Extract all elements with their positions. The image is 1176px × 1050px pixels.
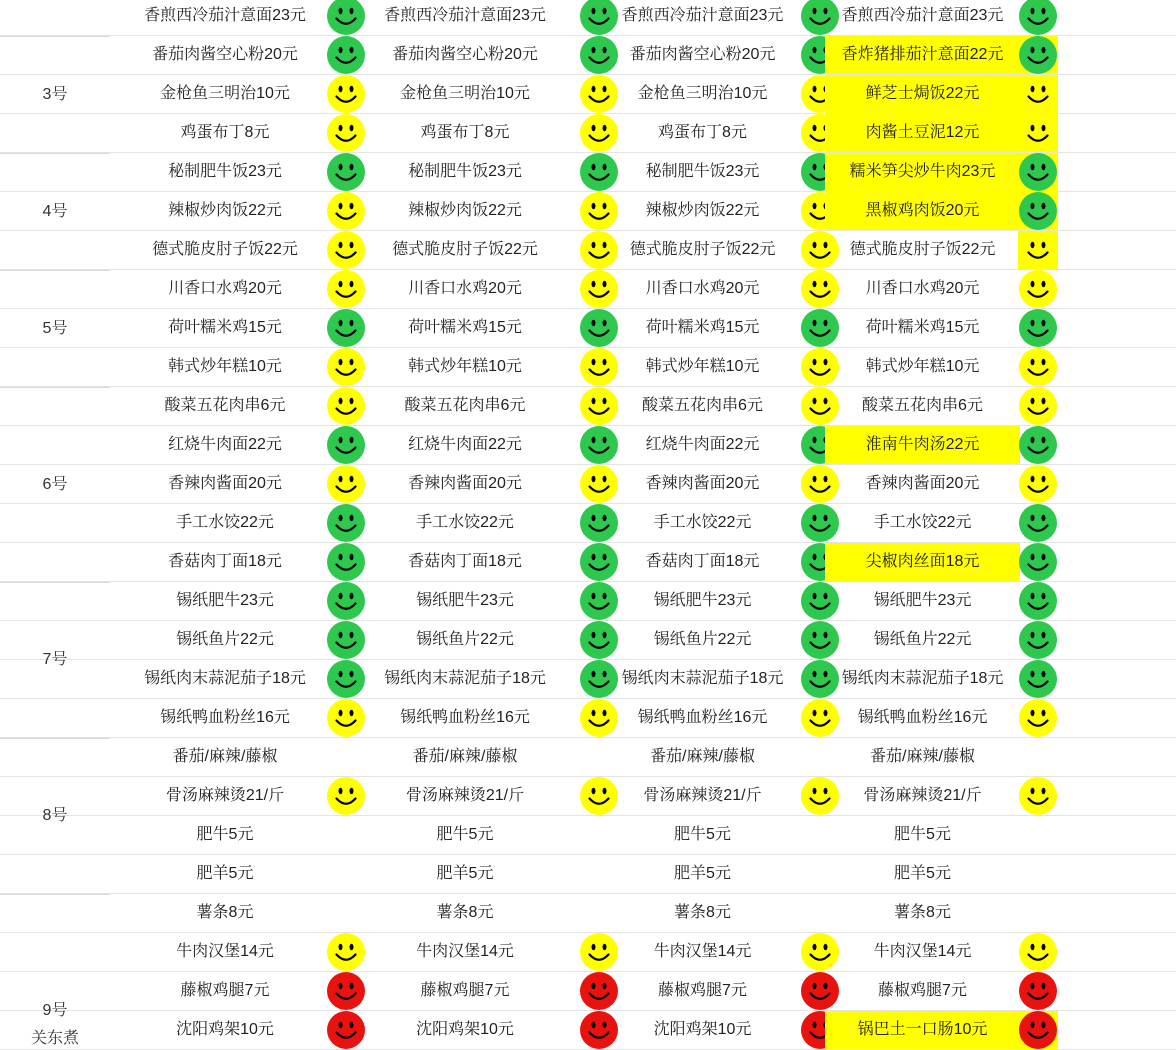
menu-item-col-4: 鲜芝士焗饭22元 [825,75,1020,113]
smiley-green-icon [1018,153,1058,191]
menu-item-col-3: 番茄/麻辣/藤椒 [650,748,755,765]
menu-item-col-4: 锡纸鱼片22元 [873,631,972,648]
menu-item-col-3: 锡纸鱼片22元 [653,631,752,648]
menu-item-col-2: 手工水饺22元 [416,514,514,531]
table-row [0,0,1176,36]
menu-item-col-2: 肥羊5元 [436,865,494,882]
menu-item-col-2: 锡纸肉末蒜泥茄子18元 [384,670,546,687]
group-divider [0,270,110,271]
menu-item-col-2: 锡纸肥牛23元 [416,592,514,609]
table-row [0,855,1176,894]
smiley-green-icon [1018,582,1058,620]
menu-item-col-4: 黑椒鸡肉饭20元 [825,192,1020,230]
menu-item-col-2: 红烧牛肉面22元 [408,436,522,453]
menu-item-col-3: 香菇肉丁面18元 [645,553,760,570]
menu-item-col-2: 川香口水鸡20元 [408,280,522,297]
group-label: 7号 [42,651,68,668]
menu-item-col-1: 川香口水鸡20元 [168,280,282,297]
smiley-yellow-icon [1018,387,1058,425]
menu-item-col-2: 骨汤麻辣烫21/斤 [405,787,525,804]
menu-item-col-1: 德式脆皮肘子饭22元 [152,241,298,258]
group-label: 9号 [42,1002,68,1019]
smiley-yellow-icon [1018,465,1058,503]
table-row [0,816,1176,855]
menu-item-col-1: 荷叶糯米鸡15元 [168,319,282,336]
menu-item-col-4: 肉酱土豆泥12元 [825,114,1020,152]
table-row [0,192,1176,231]
table-row [0,660,1176,699]
menu-item-col-1: 锡纸鱼片22元 [176,631,274,648]
menu-item-col-4: 锅巴土一口肠10元 [825,1011,1020,1049]
menu-item-col-1: 骨汤麻辣烫21/斤 [165,787,285,804]
menu-item-col-1: 香菇肉丁面18元 [168,553,282,570]
table-row [0,738,1176,777]
table-row [0,309,1176,348]
table-row [0,231,1176,270]
smiley-green-icon [1018,543,1058,581]
menu-item-col-4: 香炸猪排茄汁意面22元 [825,36,1020,74]
menu-item-col-2: 锡纸鸭血粉丝16元 [400,709,530,726]
table-row [0,387,1176,426]
table-row [0,582,1176,621]
smiley-yellow-icon [1018,75,1058,113]
menu-item-col-3: 鸡蛋布丁8元 [658,124,747,141]
menu-item-col-3: 香煎西冷茄汁意面23元 [621,7,784,24]
smiley-red-icon [1018,1011,1058,1049]
menu-item-col-3: 薯条8元 [674,904,731,921]
menu-item-col-1: 番茄/麻辣/藤椒 [172,748,278,765]
menu-item-col-2: 薯条8元 [436,904,494,921]
menu-item-col-1: 番茄肉酱空心粉20元 [152,46,298,63]
group-label: 5号 [42,319,68,337]
menu-item-col-1: 鸡蛋布丁8元 [180,124,270,141]
table-row [0,153,1176,192]
menu-item-col-4: 尖椒肉丝面18元 [825,543,1020,581]
table-row [0,699,1176,738]
menu-item-col-3: 肥羊5元 [674,865,731,882]
menu-item-col-3: 秘制肥牛饭23元 [645,163,760,180]
table-row [0,933,1176,972]
menu-item-col-2: 牛肉汉堡14元 [416,943,514,960]
menu-item-col-3: 锡纸肥牛23元 [653,592,752,609]
menu-item-col-1: 手工水饺22元 [176,514,274,531]
group-label: 6号 [42,475,68,493]
smiley-green-icon [1018,192,1058,230]
menu-item-col-4: 牛肉汉堡14元 [873,943,972,960]
menu-item-col-4: 手工水饺22元 [873,514,972,531]
smiley-green-icon [1018,660,1058,698]
menu-item-col-3: 荷叶糯米鸡15元 [645,319,760,336]
menu-item-col-2: 香煎西冷茄汁意面23元 [384,7,546,24]
menu-item-col-1: 肥羊5元 [196,865,254,882]
menu-item-col-1: 酸菜五花肉串6元 [164,397,286,414]
menu-item-col-1: 韩式炒年糕10元 [168,358,282,375]
smiley-yellow-icon [1018,348,1058,386]
group-label: 3号 [42,85,68,103]
menu-item-col-4: 肥羊5元 [894,865,951,882]
menu-item-col-3: 手工水饺22元 [653,514,752,531]
smiley-yellow-icon [1018,270,1058,308]
smiley-green-icon [1018,36,1058,74]
menu-item-col-4: 川香口水鸡20元 [865,280,980,297]
menu-item-col-1: 红烧牛肉面22元 [168,436,282,453]
table-row [0,270,1176,309]
menu-item-col-2: 番茄/麻辣/藤椒 [412,748,518,765]
menu-item-col-3: 肥牛5元 [674,826,731,843]
menu-item-col-1: 锡纸鸭血粉丝16元 [160,709,290,726]
menu-item-col-1: 锡纸肉末蒜泥茄子18元 [144,670,306,687]
smiley-yellow-icon [1018,699,1058,737]
table-row [0,543,1176,582]
group-divider [0,582,110,583]
menu-item-col-3: 锡纸肉末蒜泥茄子18元 [621,670,784,687]
menu-item-col-3: 骨汤麻辣烫21/斤 [643,787,762,804]
smiley-yellow-icon [1018,777,1058,815]
menu-item-col-4: 骨汤麻辣烫21/斤 [863,787,982,804]
menu-item-col-2: 酸菜五花肉串6元 [404,397,526,414]
smiley-yellow-icon [1018,231,1058,269]
menu-item-col-1: 薯条8元 [196,904,254,921]
table-row [0,426,1176,465]
menu-item-col-2: 荷叶糯米鸡15元 [408,319,522,336]
table-row [0,465,1176,504]
menu-item-col-4: 荷叶糯米鸡15元 [865,319,980,336]
menu-item-col-3: 牛肉汉堡14元 [653,943,752,960]
menu-item-col-4: 德式脆皮肘子饭22元 [849,241,996,258]
menu-item-col-3: 沈阳鸡架10元 [653,1021,752,1038]
menu-item-col-1: 牛肉汉堡14元 [176,943,274,960]
menu-item-col-4: 淮南牛肉汤22元 [825,426,1020,464]
table-row [0,348,1176,387]
smiley-green-icon [1018,426,1058,464]
menu-item-col-3: 藤椒鸡腿7元 [658,982,747,999]
table-row [0,621,1176,660]
table-row [0,1011,1176,1050]
menu-item-col-3: 川香口水鸡20元 [645,280,760,297]
menu-item-col-2: 德式脆皮肘子饭22元 [392,241,538,258]
menu-item-col-2: 锡纸鱼片22元 [416,631,514,648]
menu-item-col-3: 金枪鱼三明治10元 [637,85,768,102]
table-row [0,36,1176,75]
menu-item-col-2: 沈阳鸡架10元 [416,1021,514,1038]
menu-item-col-2: 肥牛5元 [436,826,494,843]
menu-item-col-4: 糯米笋尖炒牛肉23元 [825,153,1020,191]
table-row [0,777,1176,816]
group-label: 关东煮 [30,1030,79,1047]
menu-item-col-4: 锡纸肥牛23元 [873,592,972,609]
menu-item-col-1: 香煎西冷茄汁意面23元 [144,7,306,24]
menu-item-col-3: 番茄肉酱空心粉20元 [629,46,776,63]
menu-item-col-4: 番茄/麻辣/藤椒 [870,748,975,765]
smiley-yellow-icon [1018,933,1058,971]
menu-item-col-4: 肥牛5元 [894,826,951,843]
smiley-green-icon [1018,0,1058,35]
menu-item-col-4: 香辣肉酱面20元 [865,475,980,492]
smiley-red-icon [1018,972,1058,1010]
menu-item-col-3: 酸菜五花肉串6元 [642,397,763,414]
menu-item-col-1: 沈阳鸡架10元 [176,1021,274,1038]
menu-item-col-1: 金枪鱼三明治10元 [160,85,290,102]
group-divider [0,36,110,37]
group-label: 4号 [42,202,68,220]
menu-item-col-1: 藤椒鸡腿7元 [180,982,270,999]
menu-item-col-2: 番茄肉酱空心粉20元 [392,46,538,63]
group-divider [0,153,110,154]
menu-item-col-1: 锡纸肥牛23元 [176,592,274,609]
smiley-green-icon [1018,309,1058,347]
menu-item-col-3: 德式脆皮肘子饭22元 [629,241,776,258]
table-row [0,75,1176,114]
table-row [0,114,1176,153]
group-label: 8号 [42,807,68,824]
menu-item-col-1: 香辣肉酱面20元 [168,475,282,492]
smiley-green-icon [1018,504,1058,542]
table-row [0,972,1176,1011]
smiley-yellow-icon [1018,114,1058,152]
menu-item-col-3: 锡纸鸭血粉丝16元 [637,709,768,726]
menu-item-col-2: 藤椒鸡腿7元 [420,982,510,999]
menu-item-col-2: 香菇肉丁面18元 [408,553,522,570]
menu-item-col-2: 鸡蛋布丁8元 [420,124,510,141]
menu-item-col-4: 香煎西冷茄汁意面23元 [841,7,1004,24]
menu-item-col-4: 锡纸肉末蒜泥茄子18元 [841,670,1004,687]
menu-item-col-3: 香辣肉酱面20元 [645,475,760,492]
menu-item-col-1: 辣椒炒肉饭22元 [168,202,282,219]
menu-item-col-1: 肥牛5元 [196,826,254,843]
group-divider [0,387,110,388]
menu-item-col-2: 香辣肉酱面20元 [408,475,522,492]
group-divider [0,894,110,895]
menu-item-col-4: 韩式炒年糕10元 [865,358,980,375]
menu-item-col-4: 锡纸鸭血粉丝16元 [857,709,988,726]
menu-item-col-2: 秘制肥牛饭23元 [408,163,522,180]
table-row [0,894,1176,933]
smiley-green-icon [1018,621,1058,659]
menu-item-col-4: 藤椒鸡腿7元 [878,982,967,999]
menu-item-col-4: 酸菜五花肉串6元 [862,397,983,414]
menu-item-col-2: 辣椒炒肉饭22元 [408,202,522,219]
table-row [0,504,1176,543]
menu-item-col-4: 薯条8元 [894,904,951,921]
menu-item-col-2: 韩式炒年糕10元 [408,358,522,375]
menu-item-col-3: 红烧牛肉面22元 [645,436,760,453]
menu-item-col-3: 韩式炒年糕10元 [645,358,760,375]
group-divider [0,738,110,739]
menu-item-col-2: 金枪鱼三明治10元 [400,85,530,102]
menu-item-col-1: 秘制肥牛饭23元 [168,163,282,180]
menu-item-col-3: 辣椒炒肉饭22元 [645,202,760,219]
